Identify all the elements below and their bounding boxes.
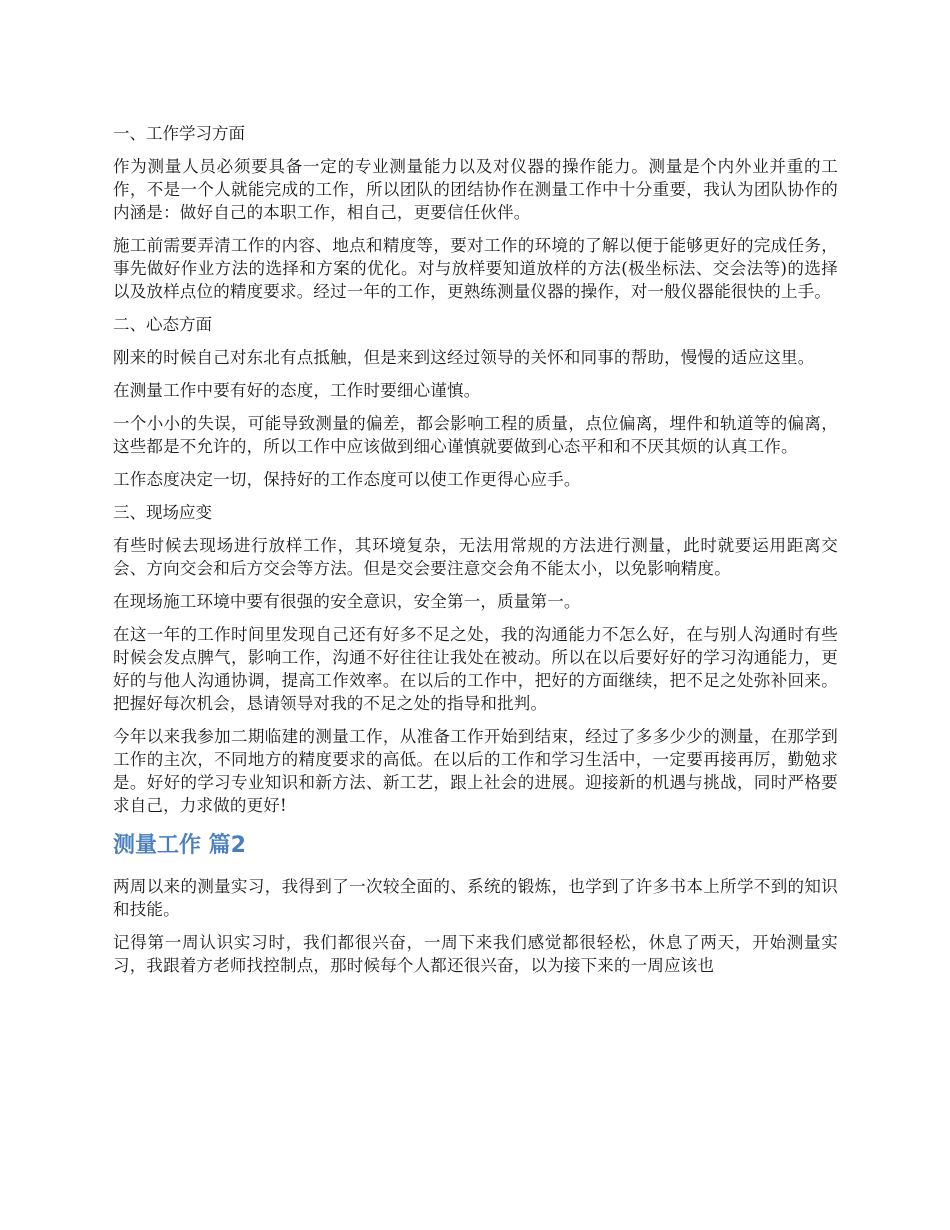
paragraph: 作为测量人员必须要具备一定的专业测量能力以及对仪器的操作能力。测量是个内外业并重的工作，不是一个人就能完成的工作，所以团队的团结协作在测量工作中十分重要，我认为团队协作的内涵是：做好自己的本职工作，相自己，更要信任伙伴。	[113, 157, 838, 222]
section-title-onsite: 三、现场应变	[113, 503, 212, 522]
article-heading: 测量工作 篇2	[113, 833, 246, 858]
paragraph: 刚来的时候自己对东北有点抵触，但是来到这经过领导的关怀和同事的帮助，慢慢的适应这里。	[113, 348, 815, 367]
document-page	[113, 122, 838, 987]
section-title-study: 一、工作学习方面	[113, 124, 245, 143]
paragraph: 在测量工作中要有好的态度，工作时要细心谨慎。	[113, 381, 481, 400]
paragraph: 两周以来的测量实习，我得到了一次较全面的、系统的锻炼，也学到了许多书本上所学不到的知识和技能。	[113, 877, 838, 919]
section-title-attitude: 二、心态方面	[113, 315, 212, 334]
paragraph: 今年以来我参加二期临建的测量工作，从准备工作开始到结束，经过了多多少少的测量，在那学到工作的主次，不同地方的精度要求的高低。在以后的工作和学习生活中，一定要再接再厉，勤勉求是。好好的学习专业知识和新方法、新工艺，跟上社会的进展。迎接新的机遇与挑战，同时严格要求自己，力求做的更好!	[113, 727, 838, 815]
paragraph: 工作态度决定一切，保持好的工作态度可以使工作更得心应手。	[113, 470, 581, 489]
paragraph: 记得第一周认识实习时，我们都很兴奋，一周下来我们感觉都很轻松，休息了两天，开始测量实习，我跟着方老师找控制点，那时候每个人都还很兴奋，以为接下来的一周应该也	[113, 933, 838, 975]
paragraph: 在现场施工环境中要有很强的安全意识，安全第一，质量第一。	[113, 592, 581, 611]
paragraph: 一个小小的失误，可能导致测量的偏差，都会影响工程的质量，点位偏离，埋件和轨道等的偏离，这些都是不允许的，所以工作中应该做到细心谨慎就要做到心态平和和不厌其烦的认真工作。	[113, 414, 838, 456]
paragraph: 施工前需要弄清工作的内容、地点和精度等，要对工作的环境的了解以便于能够更好的完成任务，事先做好作业方法的选择和方案的优化。对与放样要知道放样的方法(极坐标法、交会法等)的选择以及放样点位的精度要求。经过一年的工作，更熟练测量仪器的操作，对一般仪器能很快的上手。	[113, 236, 838, 301]
paragraph: 有些时候去现场进行放样工作，其环境复杂，无法用常规的方法进行测量，此时就要运用距离交会、方向交会和后方交会等方法。但是交会要注意交会角不能太小，以免影响精度。	[113, 536, 838, 578]
paragraph: 在这一年的工作时间里发现自己还有好多不足之处，我的沟通能力不怎么好，在与别人沟通时有些时候会发点脾气，影响工作，沟通不好往往让我处在被动。所以在以后要好好的学习沟通能力，更好的与他人沟通协调，提高工作效率。在以后的工作中，把好的方面继续，把不足之处弥补回来。把握好每次机会，恳请领导对我的不足之处的指导和批判。	[113, 625, 838, 713]
